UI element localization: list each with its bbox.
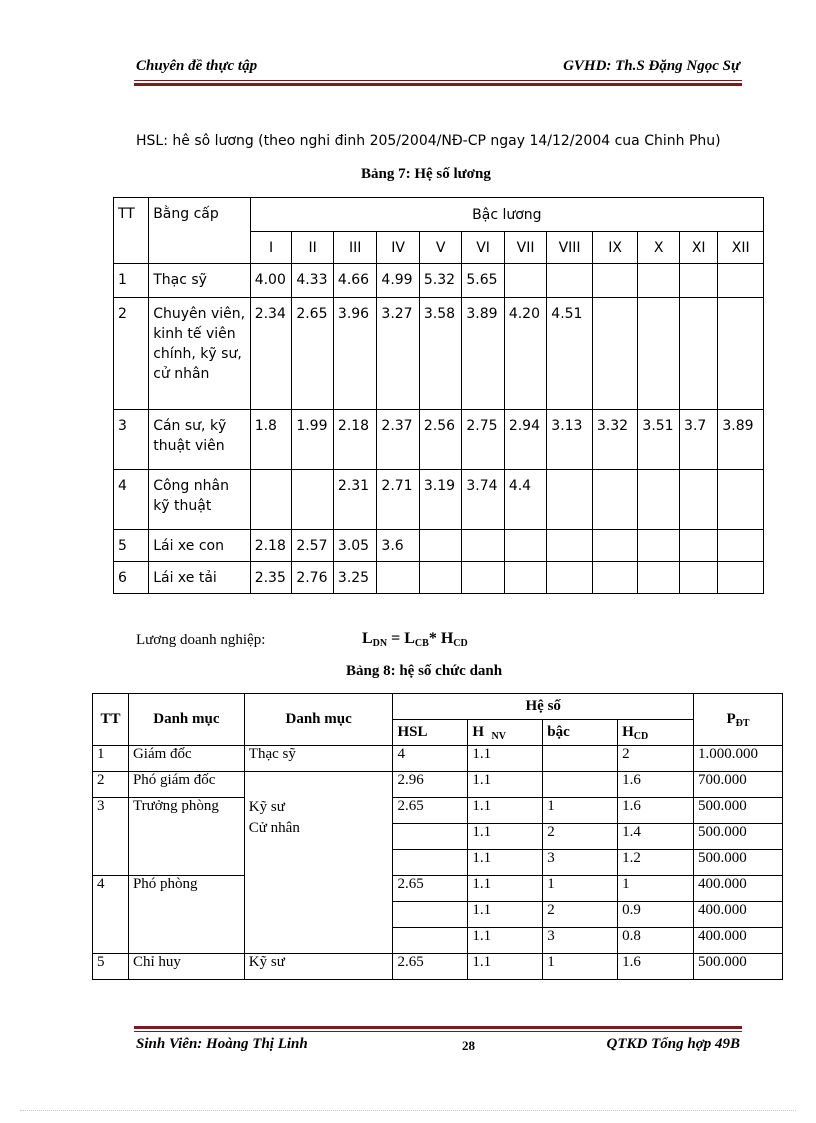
t7-cell-value [638, 470, 680, 530]
t7-cell-value: 3.89 [718, 410, 764, 470]
t7-cell-value [638, 298, 680, 410]
t7-cell-value [638, 264, 680, 298]
intro-text: HSL: hê sô lương (theo nghi đinh 205/2004/NĐ-CP ngay 14/12/2004 cua Chinh Phu) [136, 133, 721, 149]
t7-cell-value: 2.18 [250, 530, 292, 562]
t8-cell-hnv: 1.1 [468, 850, 543, 876]
t8-cell-degree: Kỹ sư [244, 954, 393, 980]
t7-cell-value: 3.74 [462, 470, 504, 530]
t8-cell-hcd: 1 [618, 876, 694, 902]
t8-cell-hcd: 1.6 [618, 772, 694, 798]
t8-cell-degree: Thạc sỹ [244, 746, 393, 772]
t7-cell-value [718, 530, 764, 562]
t8-h: H [472, 723, 485, 740]
t7-cell-value [419, 562, 461, 594]
t7-cell-degree: Công nhân kỹ thuật [149, 470, 251, 530]
t7-cell-value: 3.58 [419, 298, 461, 410]
header-left: Chuyên đề thực tập [136, 58, 258, 74]
t7-cell-value: 2.71 [377, 470, 419, 530]
t8-cell-hsl: 4 [393, 746, 468, 772]
t7-cell-value [504, 264, 546, 298]
t8-cell-hsl: 2.65 [393, 954, 468, 980]
formula-l-sub: DN [372, 638, 388, 649]
formula-cb-sub: CB [414, 638, 429, 649]
t7-cell-value [547, 264, 593, 298]
t8-cell-hcd: 1.2 [618, 850, 694, 876]
t7-cell-value: 4.4 [504, 470, 546, 530]
t7-cell-value: 3.96 [333, 298, 377, 410]
t7-cell-value: 2.76 [292, 562, 334, 594]
footer-left: Sinh Viên: Hoàng Thị Linh [136, 1036, 308, 1052]
t7-cell-value: 5.65 [462, 264, 504, 298]
table-row [114, 562, 764, 594]
t8-cell-bac: 3 [543, 850, 618, 876]
t7-cell-value: 3.25 [333, 562, 377, 594]
t7-cell-value: 2.57 [292, 530, 334, 562]
t7-header-degree: Bằng cấp [149, 198, 251, 264]
t7-level-4: IV [377, 232, 419, 264]
t7-cell-value [680, 264, 718, 298]
t7-level-7: VII [504, 232, 546, 264]
t7-cell-tt: 5 [114, 530, 149, 562]
t7-cell-value [462, 530, 504, 562]
t7-cell-value [680, 470, 718, 530]
t7-cell-value: 2.75 [462, 410, 504, 470]
t8-cell-name: Phó phòng [128, 876, 244, 954]
t8-cell-p: 500.000 [694, 954, 783, 980]
t7-cell-value [680, 530, 718, 562]
t7-cell-degree: Cán sư, kỹ thuật viên [149, 410, 251, 470]
t8-cell-bac: 3 [543, 928, 618, 954]
t8-header-name: Danh mục [128, 694, 244, 746]
t7-cell-value [592, 470, 638, 530]
t7-level-10: X [638, 232, 680, 264]
t7-cell-value: 5.32 [419, 264, 461, 298]
t7-cell-value [547, 530, 593, 562]
t8-header-tt: TT [93, 694, 129, 746]
t7-cell-value [547, 562, 593, 594]
table-row [114, 298, 764, 410]
t7-cell-tt: 3 [114, 410, 149, 470]
t8-cell-bac: 2 [543, 824, 618, 850]
t8-cell-bac: 1 [543, 954, 618, 980]
t8-cell-hnv: 1.1 [468, 902, 543, 928]
t7-cell-value [462, 562, 504, 594]
t8-header-name2: Danh mục [244, 694, 393, 746]
t7-cell-value [718, 264, 764, 298]
t7-level-12: XII [718, 232, 764, 264]
t7-cell-tt: 2 [114, 298, 149, 410]
t7-cell-value [592, 264, 638, 298]
t7-cell-value: 3.6 [377, 530, 419, 562]
t7-cell-value: 3.27 [377, 298, 419, 410]
t7-cell-value [592, 530, 638, 562]
formula [362, 630, 468, 649]
t7-cell-degree: Lái xe tải [149, 562, 251, 594]
t7-level-3: III [333, 232, 377, 264]
t8-cell-name: Phó giám đốc [128, 772, 244, 798]
footer-rule [134, 1031, 742, 1032]
table-row [93, 798, 783, 824]
t8-header-bac: bậc [543, 720, 618, 746]
t8-cell-hnv: 1.1 [468, 824, 543, 850]
page-number: 28 [462, 1038, 475, 1053]
t7-cell-value: 2.31 [333, 470, 377, 530]
t8-cell-name: Chỉ huy [128, 954, 244, 980]
t8-cell-degree-merged [244, 772, 393, 954]
t7-cell-value: 4.51 [547, 298, 593, 410]
t7-level-2: II [292, 232, 334, 264]
footer-right: QTKD Tổng hợp 49B [606, 1036, 740, 1052]
t7-cell-value: 2.56 [419, 410, 461, 470]
t7-cell-value: 3.89 [462, 298, 504, 410]
t7-cell-value [292, 470, 334, 530]
t7-cell-value: 2.37 [377, 410, 419, 470]
t8-header-hcd [618, 720, 694, 746]
t8-cell-hcd: 0.8 [618, 928, 694, 954]
t8-cell-hnv: 1.1 [468, 772, 543, 798]
t8-cell-p: 400.000 [694, 928, 783, 954]
t8-cell-hsl [393, 850, 468, 876]
t7-cell-value [718, 298, 764, 410]
formula-label: Lương doanh nghiệp: [136, 632, 266, 648]
formula-star: * H [428, 630, 454, 647]
t8-cell-hsl: 2.65 [393, 876, 468, 902]
t8-h-sub: NV [491, 730, 506, 742]
t8-cell-hcd: 1.6 [618, 954, 694, 980]
t7-cell-value: 4.99 [377, 264, 419, 298]
t7-cell-value: 2.35 [250, 562, 292, 594]
spacer [249, 772, 389, 799]
t8-cell-name: Trưởng phòng [128, 798, 244, 876]
t8-cell-p: 500.000 [694, 850, 783, 876]
t7-cell-value [504, 562, 546, 594]
t7-cell-value: 3.32 [592, 410, 638, 470]
t8-header-coef: Hệ số [393, 694, 694, 720]
title-coefficient-table [92, 693, 783, 980]
t7-level-5: V [419, 232, 461, 264]
t8-cell-bac [543, 772, 618, 798]
t8-header-p [694, 694, 783, 746]
t8-cell-hnv: 1.1 [468, 798, 543, 824]
t7-level-1: I [250, 232, 292, 264]
t7-cell-value [377, 562, 419, 594]
t7-cell-value [680, 298, 718, 410]
t7-cell-degree: Thạc sỹ [149, 264, 251, 298]
t7-cell-value: 4.66 [333, 264, 377, 298]
t7-cell-tt: 4 [114, 470, 149, 530]
t8-cell-p: 700.000 [694, 772, 783, 798]
t7-cell-value [592, 298, 638, 410]
t7-cell-value [419, 530, 461, 562]
t7-cell-value [547, 470, 593, 530]
page-edge [20, 1110, 796, 1111]
t7-cell-value [250, 470, 292, 530]
t8-cell-bac: 2 [543, 902, 618, 928]
t8-cell-tt: 3 [93, 798, 129, 876]
table8-caption: Bảng 8: hệ số chức danh [346, 663, 503, 679]
t7-cell-value [638, 562, 680, 594]
table-row [114, 264, 764, 298]
t8-cell-hcd: 1.4 [618, 824, 694, 850]
formula-l: L [362, 630, 373, 647]
t8-cell-hsl [393, 902, 468, 928]
t8-cell-hnv: 1.1 [468, 746, 543, 772]
t7-cell-value: 2.65 [292, 298, 334, 410]
t8-cell-hcd: 2 [618, 746, 694, 772]
t8-cell-p: 1.000.000 [694, 746, 783, 772]
formula-eq: = L [387, 630, 415, 647]
formula-cd-sub: CD [453, 638, 468, 649]
t8-header-hnv [468, 720, 543, 746]
table-row [114, 410, 764, 470]
t8-degree-line: Cử nhân [248, 820, 300, 836]
t7-cell-value: 4.00 [250, 264, 292, 298]
t8-cell-name: Giám đốc [128, 746, 244, 772]
t8-cell-p: 500.000 [694, 824, 783, 850]
t7-cell-value [638, 530, 680, 562]
t8-hcd-sub: CD [633, 730, 649, 742]
t8-hcd: H [622, 723, 634, 740]
t7-cell-value: 3.7 [680, 410, 718, 470]
t7-cell-value [592, 562, 638, 594]
t8-p-sub: ĐT [735, 717, 750, 729]
t8-cell-hsl [393, 824, 468, 850]
t7-level-11: XI [680, 232, 718, 264]
t7-cell-value: 1.99 [292, 410, 334, 470]
t8-degree-line: Kỹ sư [248, 799, 285, 815]
footer-rule-thick [134, 1026, 742, 1029]
table-row [93, 772, 783, 798]
t7-header-tt: TT [114, 198, 149, 264]
t7-cell-tt: 6 [114, 562, 149, 594]
table-row [114, 530, 764, 562]
t7-cell-tt: 1 [114, 264, 149, 298]
t7-level-9: IX [592, 232, 638, 264]
t8-cell-hsl: 2.65 [393, 798, 468, 824]
table-row [93, 954, 783, 980]
t7-cell-degree: Lái xe con [149, 530, 251, 562]
table7-caption: Bảng 7: Hệ số lương [361, 166, 491, 182]
table-row [93, 746, 783, 772]
t8-cell-hsl: 2.96 [393, 772, 468, 798]
t8-cell-hcd: 1.6 [618, 798, 694, 824]
table-row [93, 876, 783, 902]
t7-cell-value: 1.8 [250, 410, 292, 470]
t8-cell-tt: 4 [93, 876, 129, 954]
t7-cell-value [718, 470, 764, 530]
header-rule [134, 80, 742, 81]
t7-level-8: VIII [547, 232, 593, 264]
t8-cell-bac [543, 746, 618, 772]
t7-cell-value [718, 562, 764, 594]
t8-cell-tt: 2 [93, 772, 129, 798]
t8-cell-p: 400.000 [694, 902, 783, 928]
t7-cell-value: 4.33 [292, 264, 334, 298]
t7-cell-value: 3.05 [333, 530, 377, 562]
t8-cell-tt: 5 [93, 954, 129, 980]
t8-p: P [726, 710, 736, 727]
t7-cell-value: 3.13 [547, 410, 593, 470]
t7-cell-degree: Chuyên viên, kinh tế viên chính, kỹ sư, cử nhân [149, 298, 251, 410]
t7-cell-value: 2.34 [250, 298, 292, 410]
t7-level-6: VI [462, 232, 504, 264]
t7-header-levels: Bậc lương [250, 198, 763, 232]
t7-cell-value [680, 562, 718, 594]
t8-cell-hnv: 1.1 [468, 954, 543, 980]
t7-cell-value: 3.51 [638, 410, 680, 470]
header-right: GVHD: Th.S Đặng Ngọc Sự [563, 58, 740, 74]
t8-cell-tt: 1 [93, 746, 129, 772]
table-row [114, 470, 764, 530]
salary-coefficient-table [113, 197, 764, 594]
t8-cell-hsl [393, 928, 468, 954]
t7-cell-value: 2.18 [333, 410, 377, 470]
t8-cell-p: 500.000 [694, 798, 783, 824]
t8-cell-bac: 1 [543, 876, 618, 902]
t8-cell-hcd: 0.9 [618, 902, 694, 928]
t7-cell-value: 2.94 [504, 410, 546, 470]
t7-cell-value: 4.20 [504, 298, 546, 410]
t8-cell-bac: 1 [543, 798, 618, 824]
t8-cell-hnv: 1.1 [468, 928, 543, 954]
t7-cell-value: 3.19 [419, 470, 461, 530]
t7-cell-value [504, 530, 546, 562]
t8-header-hsl: HSL [393, 720, 468, 746]
t8-cell-p: 400.000 [694, 876, 783, 902]
t8-cell-hnv: 1.1 [468, 876, 543, 902]
header-rule-thick [134, 83, 742, 86]
